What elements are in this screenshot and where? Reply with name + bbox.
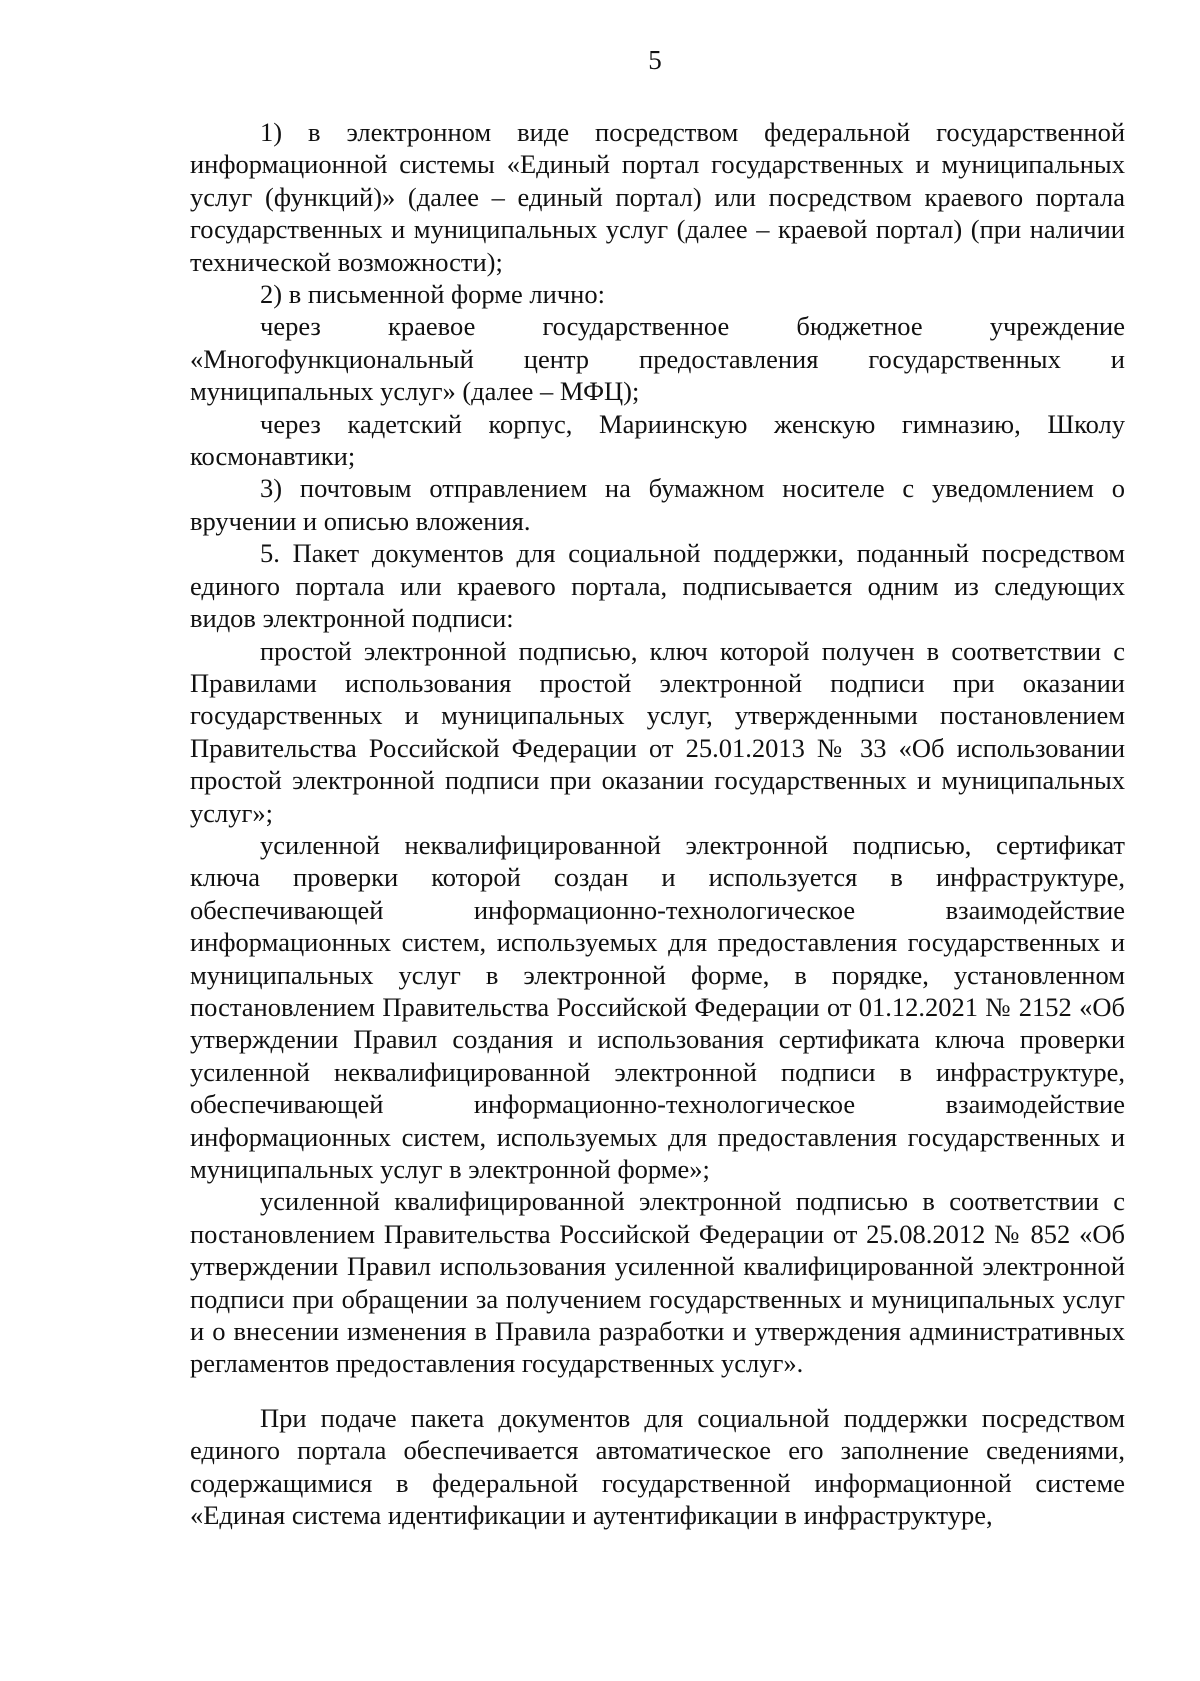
paragraph-written-form: 2) в письменной форме лично: (260, 279, 605, 310)
paragraph-simple-signature: простой электронной подписью, ключ которой получен в соответствии с Правилами использования простой электронной подписи при оказании государственных и муниципальных услуг, утвержденными постановлением Правительства Российской Федерации от 25.01.2013 № 33 «Об использовании простой электронной подписи при оказании государственных и муниципальных услуг»; (190, 635, 1125, 828)
paragraph-qualified-signature: усиленной квалифицированной электронной подписью в соответствии с постановлением Правительства Российской Федерации от 25.08.2012 № 852 «Об утверждении Правил использования усиленной квалифицированной электронной подписи при обращении за получением государственных и муниципальных услуг и о внесении изменения в Правила разработки и утверждения административных регламентов предоставления государственных услуг». (190, 1186, 1125, 1379)
paragraph-postal: 3) почтовым отправлением на бумажном носителе с уведомлением о вручении и описью вложения. (190, 473, 1125, 536)
paragraph-via-mfc: через краевое государственное бюджетное учреждение «Многофункциональный центр предоставления государственных и муниципальных услуг» (далее – МФЦ); (190, 311, 1125, 407)
paragraph-electronic-submission: 1) в электронном виде посредством федеральной государственной информационной системы «Единый портал государственных и муниципальных услуг (функций)» (далее – единый портал) или посредством краевого портала государственных и муниципальных услуг (далее – краевой портал) (при наличии технической возможности); (190, 117, 1125, 277)
paragraph-autofill: При подаче пакета документов для социальной поддержки посредством единого портала обеспечивается автоматическое его заполнение сведениями, содержащимися в федеральной государственной информационной системе «Единая система идентификации и аутентификации в инфраструктуре, (190, 1402, 1125, 1531)
paragraph-unqualified-signature: усиленной неквалифицированной электронной подписью, сертификат ключа проверки которой создан и используется в инфраструктуре, обеспечивающей информационно-технологическое взаимодействие информационных систем, используемых для предоставления государственных и муниципальных услуг в электронной форме, в порядке, установленном постановлением Правительства Российской Федерации от 01.12.2021 № 2152 «Об утверждении Правил создания и использования сертификата ключа проверки усиленной неквалифицированной электронной подписи в инфраструктуре, обеспечивающей информационно-технологическое взаимодействие информационных систем, используемых для предоставления государственных и муниципальных услуг в электронной форме»; (190, 829, 1125, 1184)
document-body (190, 116, 1125, 1531)
paragraph-via-schools: через кадетский корпус, Мариинскую женскую гимназию, Школу космонавтики; (190, 408, 1125, 472)
paragraph-section-5: 5. Пакет документов для социальной поддержки, поданный посредством единого портала или краевого портала, подписывается одним из следующих видов электронной подписи: (190, 538, 1125, 634)
page-number: 5 (648, 45, 662, 75)
